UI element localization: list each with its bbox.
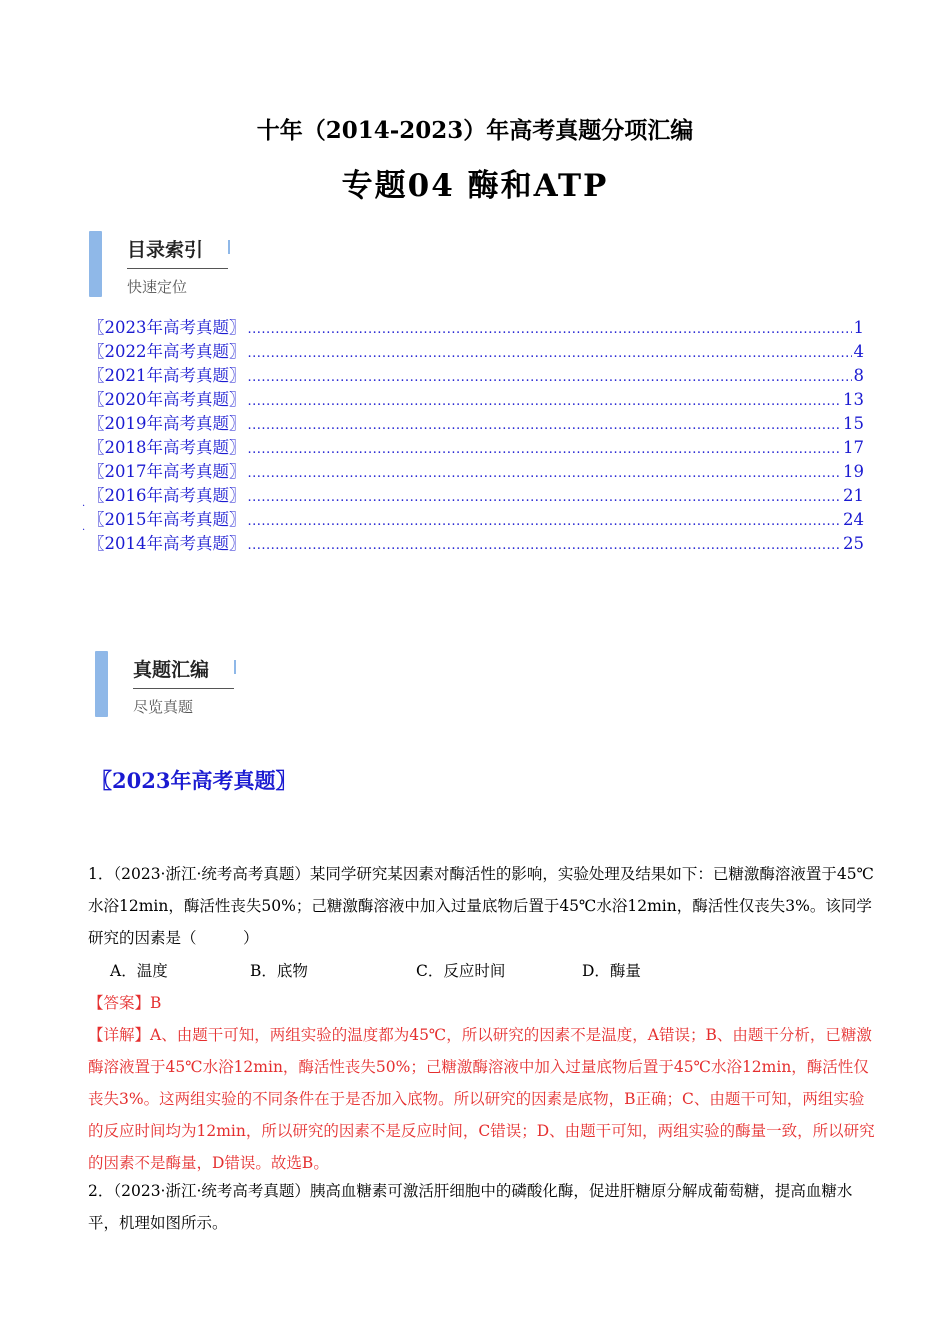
toc-entry-label[interactable]: 〖2022年高考真题〗 <box>88 342 246 361</box>
toc-page-number[interactable]: 21 <box>843 486 864 505</box>
topic-title: 专题04 酶和ATP <box>341 168 609 204</box>
toc-entry-label[interactable]: 〖2018年高考真题〗 <box>88 438 246 457</box>
exam-section-subtitle: 尽览真题 <box>133 698 194 716</box>
toc-entry-label[interactable]: 〖2019年高考真题〗 <box>88 414 246 433</box>
option-c: C．反应时间 <box>416 962 506 980</box>
option-d: D．酶量 <box>582 962 641 980</box>
toc-entry-2018[interactable] <box>88 436 864 460</box>
option-a: A．温度 <box>110 962 168 980</box>
toc-leader-dots <box>248 510 842 534</box>
toc-entry-2015[interactable] <box>82 508 864 533</box>
section-tick-decoration <box>228 240 230 254</box>
toc-leader-dots <box>248 438 842 462</box>
toc-page-number[interactable]: 13 <box>843 390 864 409</box>
toc-entry-label[interactable]: 〖2020年高考真题〗 <box>88 390 246 409</box>
toc-leader-dots <box>248 342 852 366</box>
section-bar-decoration <box>89 231 102 297</box>
toc-leader-dots <box>248 414 842 438</box>
answer-value: B <box>150 994 162 1012</box>
toc-section-subtitle: 快速定位 <box>127 278 188 296</box>
toc-page-number[interactable]: 24 <box>843 510 864 529</box>
toc-leader-dots <box>248 534 842 558</box>
explanation-text: A、由题干可知，两组实验的温度都为45℃，所以研究的因素不是温度，A错误；B、由题干分析，已糖激酶溶液置于45℃水浴12min，酶活性丧失50%；己糖激酶溶液中加入过量底物后置于45℃水浴12min，酶活性仅丧失3%。这两组实验的不同条件在于是否加入底物。所以研究的因素是底物，B正确；C、由题干可知，两组实验的反应时间均为12min，所以研究的因素不是反应时间，C错误；D、由题干可知，两组实验的酶量一致，所以研究的因素不是酶量，D错误。故选B。 <box>88 1026 875 1172</box>
toc-page-number[interactable]: 17 <box>843 438 864 457</box>
toc-leader-dots <box>248 462 842 486</box>
question-1-options <box>110 955 810 987</box>
toc-leader-dots <box>248 366 852 390</box>
toc-leader-dots <box>248 390 842 414</box>
toc-marker-dot: . <box>82 498 86 509</box>
toc-section-header <box>89 231 239 301</box>
section-divider <box>127 268 228 269</box>
toc-page-number[interactable]: 25 <box>843 534 864 553</box>
exam-section-title: 真题汇编 <box>133 659 210 681</box>
explanation-label: 【详解】 <box>88 1026 151 1044</box>
toc-page-number[interactable]: 4 <box>853 342 864 361</box>
exam-section-header <box>95 651 245 721</box>
section-tick-decoration <box>234 660 236 674</box>
question-1-text: 1．（2023·浙江·统考高考真题）某同学研究某因素对酶活性的影响，实验处理及结果如下：已糖激酶溶液置于45℃水浴12min，酶活性丧失50%；己糖激酶溶液中加入过量底物后置于45℃水浴12min，酶活性仅丧失3%。该同学研究的因素是（ ） <box>88 865 874 947</box>
section-divider <box>133 688 234 689</box>
toc-leader-dots <box>248 318 852 342</box>
option-b: B．底物 <box>250 962 308 980</box>
year-heading: 〖2023年高考真题〗 <box>91 768 297 793</box>
table-of-contents <box>82 316 864 556</box>
toc-entry-label[interactable]: 〖2017年高考真题〗 <box>88 462 246 481</box>
toc-entry-2020[interactable] <box>88 388 864 412</box>
toc-entry-2022[interactable] <box>88 340 864 364</box>
toc-marker-dot: . <box>82 522 86 533</box>
toc-leader-dots <box>248 486 842 510</box>
toc-entry-2014[interactable] <box>88 532 864 556</box>
toc-entry-2021[interactable] <box>88 364 864 388</box>
toc-entry-2017[interactable] <box>88 460 864 484</box>
answer-line <box>88 987 161 1019</box>
toc-section-title: 目录索引 <box>127 239 204 261</box>
toc-entry-2019[interactable] <box>88 412 864 436</box>
toc-entry-label[interactable]: 〖2021年高考真题〗 <box>88 366 246 385</box>
toc-page-number[interactable]: 19 <box>843 462 864 481</box>
toc-entry-2016[interactable] <box>82 484 864 509</box>
toc-page-number[interactable]: 1 <box>853 318 864 337</box>
toc-entry-2023[interactable] <box>88 316 864 340</box>
toc-page-number[interactable]: 15 <box>843 414 864 433</box>
toc-entry-label[interactable]: 〖2014年高考真题〗 <box>88 534 246 553</box>
toc-entry-label[interactable]: 〖2015年高考真题〗 <box>88 510 246 529</box>
answer-label: 【答案】 <box>88 994 151 1012</box>
section-bar-decoration <box>95 651 108 717</box>
toc-page-number[interactable]: 8 <box>853 366 864 385</box>
explanation <box>88 1019 878 1179</box>
question-2-text: 2．（2023·浙江·统考高考真题）胰高血糖素可激活肝细胞中的磷酸化酶，促进肝糖原分解成葡萄糖，提高血糖水平，机理如图所示。 <box>88 1182 853 1232</box>
toc-entry-label[interactable]: 〖2023年高考真题〗 <box>88 318 246 337</box>
toc-entry-label[interactable]: 〖2016年高考真题〗 <box>88 486 246 505</box>
series-title: 十年（2014-2023）年高考真题分项汇编 <box>256 117 694 144</box>
